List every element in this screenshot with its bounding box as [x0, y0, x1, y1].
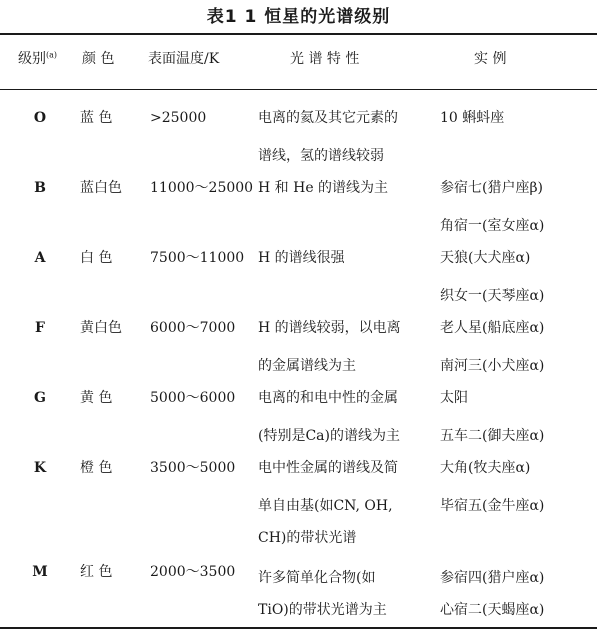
example-cell: 织女一(天琴座α): [440, 288, 545, 304]
temperature-cell: 2000～3500: [150, 564, 236, 580]
spectral-line: 电中性金属的谱线及简: [258, 460, 398, 476]
color-cell: 白 色: [80, 250, 113, 266]
header-grade: [18, 48, 57, 68]
spectral-line: 的金属谱线为主: [258, 358, 356, 374]
example-cell: 参宿七(猎户座β): [440, 180, 544, 196]
header-grade-footnote: (a): [46, 50, 58, 60]
header-examples: 实 例: [474, 51, 507, 67]
bottom-rule: [0, 627, 597, 629]
example-cell: 大角(牧夫座α): [440, 460, 531, 476]
example-cell: 老人星(船底座α): [440, 320, 545, 336]
example-cell: 毕宿五(金牛座α): [440, 498, 545, 514]
grade-cell: F: [35, 320, 45, 336]
example-cell: 10 蝌蚪座: [440, 110, 505, 126]
color-cell: 红 色: [80, 564, 113, 580]
grade-cell: M: [32, 564, 48, 580]
example-cell: 五车二(御夫座α): [440, 428, 545, 444]
color-cell: 黄 色: [80, 390, 113, 406]
temperature-cell: 5000～6000: [150, 390, 236, 406]
temperature-cell: 6000～7000: [150, 320, 236, 336]
spectral-line: 许多简单化合物(如: [258, 570, 376, 586]
example-cell: 南河三(小犬座α): [440, 358, 545, 374]
grade-cell: K: [33, 460, 47, 476]
spectral-line: 单自由基(如CN, OH,: [258, 498, 393, 514]
spectral-line: 电离的氦及其它元素的: [258, 110, 398, 126]
spectral-line: 谱线，氢的谱线较弱: [258, 148, 384, 164]
color-cell: 黄白色: [80, 320, 122, 336]
spectral-line: H 的谱线较弱，以电离: [258, 320, 401, 336]
spectral-line: 电离的和电中性的金属: [258, 390, 398, 406]
example-cell: 角宿一(室女座α): [440, 218, 545, 234]
header-rule: [0, 89, 597, 90]
grade-cell: B: [34, 180, 46, 196]
example-cell: 太阳: [440, 390, 468, 406]
grade-cell: O: [33, 110, 47, 126]
header-temperature: 表面温度/K: [148, 51, 220, 67]
temperature-cell: 7500～11000: [150, 250, 245, 266]
spectral-line: H 的谱线很强: [258, 250, 345, 266]
header-grade-label: 级别: [18, 51, 46, 67]
color-cell: 蓝白色: [80, 180, 122, 196]
example-cell: 心宿二(天蝎座α): [440, 602, 545, 618]
spectral-line: (特别是Ca)的谱线为主: [258, 428, 400, 444]
temperature-cell: 11000～25000: [150, 180, 254, 196]
grade-cell: A: [34, 250, 46, 266]
spectral-line: TiO)的带状光谱为主: [258, 602, 387, 618]
example-cell: 天狼(大犬座α): [440, 250, 531, 266]
table-title: 表1 1 恒星的光谱级别: [206, 7, 391, 27]
temperature-cell: >25000: [150, 110, 207, 126]
header-color: 颜 色: [82, 51, 115, 67]
header-spectral-characteristics: 光 谱 特 性: [290, 51, 360, 67]
spectral-line: H 和 He 的谱线为主: [258, 180, 389, 196]
spectral-line: CH)的带状光谱: [258, 530, 357, 546]
color-cell: 蓝 色: [80, 110, 113, 126]
temperature-cell: 3500～5000: [150, 460, 236, 476]
grade-cell: G: [34, 390, 46, 406]
top-rule: [0, 33, 597, 35]
example-cell: 参宿四(猎户座α): [440, 570, 545, 586]
color-cell: 橙 色: [80, 460, 113, 476]
